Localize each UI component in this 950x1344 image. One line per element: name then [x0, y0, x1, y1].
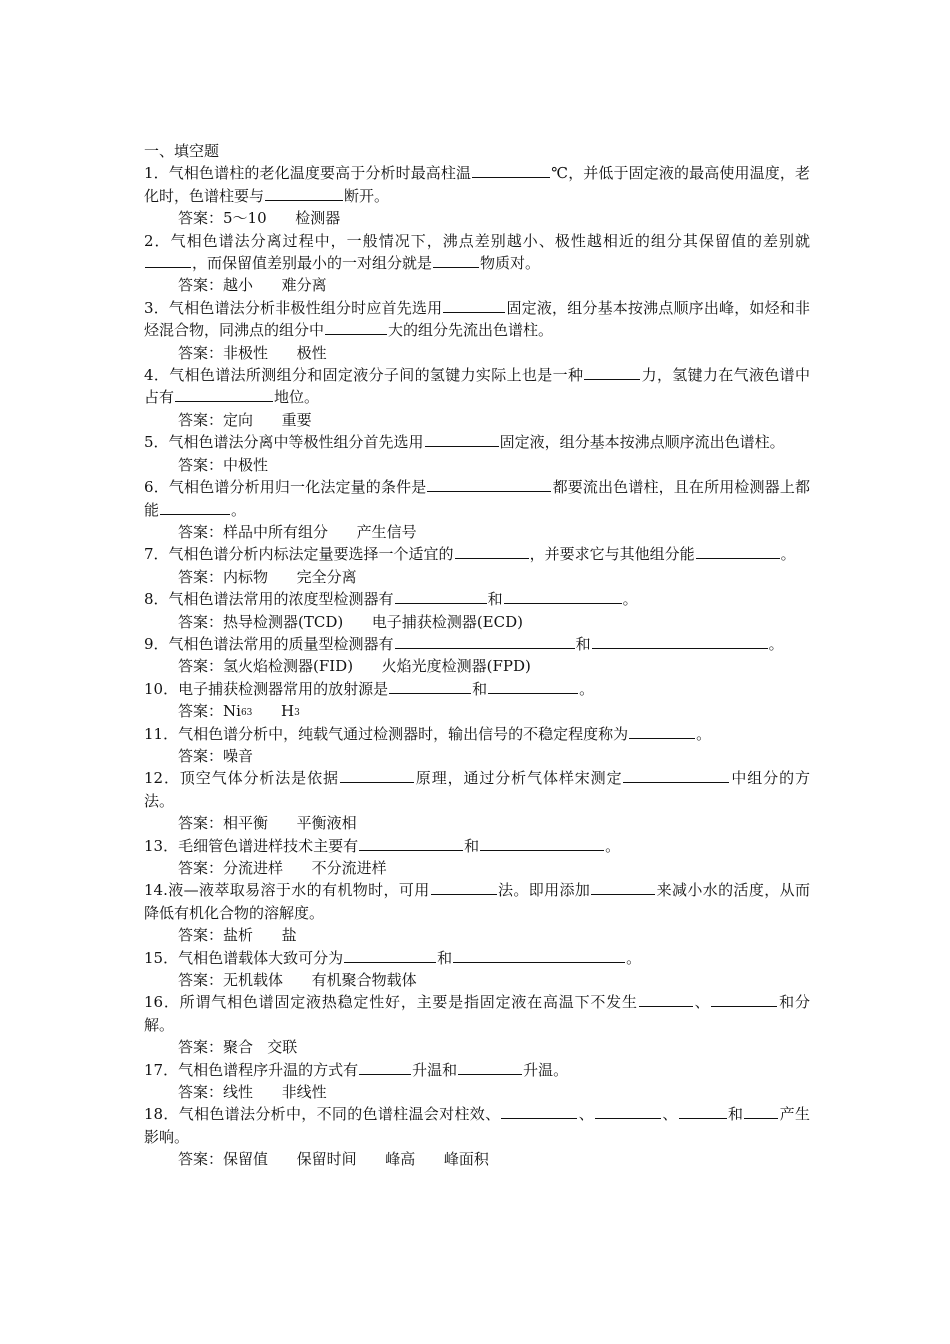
- question-text: 升温。: [523, 1060, 569, 1079]
- question-18: [144, 1103, 810, 1148]
- question-text: ．气相色谱程序升温的方式有: [163, 1060, 359, 1079]
- answer-blank[interactable]: [175, 387, 273, 402]
- question-text: ．气相色谱法所测组分和固定液分子间的氢键力实际上也是一种: [153, 366, 584, 385]
- question-number: 7: [144, 545, 154, 564]
- question-4: [144, 364, 810, 409]
- answer-blank[interactable]: [427, 477, 551, 492]
- question-5: [144, 431, 810, 453]
- answer-blank[interactable]: [623, 768, 729, 783]
- question-text: 和: [464, 836, 480, 855]
- answer-text: 答案：Ni: [178, 702, 241, 721]
- question-13: [144, 835, 810, 857]
- question-number: 9: [144, 634, 154, 653]
- question-14: [144, 879, 810, 924]
- question-number: 5: [144, 433, 154, 452]
- question-number: 18: [144, 1105, 164, 1124]
- question-number: 14: [144, 881, 164, 900]
- superscript: 3: [294, 708, 300, 719]
- question-text: 。: [231, 500, 247, 519]
- answer-blank[interactable]: [265, 186, 343, 201]
- question-text: 。: [605, 836, 621, 855]
- question-number: 1: [144, 164, 154, 183]
- answer-blank[interactable]: [344, 948, 436, 963]
- answer-line-13: 答案：分流进样 不分流进样: [178, 859, 387, 877]
- answer-blank[interactable]: [696, 544, 780, 559]
- question-number: 2: [144, 231, 154, 250]
- question-number: 11: [144, 724, 164, 743]
- question-text: 断开。: [344, 186, 390, 205]
- answer-line-16: 答案：聚合 交联: [178, 1038, 298, 1057]
- question-11: [144, 723, 810, 745]
- question-text: 都要流出色谱柱，且在所用检测器上都能: [144, 478, 810, 519]
- answer-blank[interactable]: [395, 589, 487, 604]
- question-text: 大的组分先流出色谱柱。: [388, 321, 554, 340]
- answer-blank[interactable]: [584, 365, 640, 380]
- question-text: 。: [579, 679, 595, 698]
- question-text: 、: [693, 993, 711, 1012]
- question-1: [144, 162, 810, 207]
- question-number: 17: [144, 1060, 164, 1079]
- answer-line-4: 答案：定向 重要: [178, 410, 312, 429]
- question-text: ．气相色谱法分离中等极性组分首先选用: [153, 433, 424, 452]
- question-9: [144, 633, 810, 655]
- question-8: [144, 588, 810, 610]
- question-text: ．气相色谱柱的老化温度要高于分析时最高柱温: [153, 164, 472, 183]
- question-text: ℃，并低于固定液的最高使用温度，老化时，色谱柱要与: [144, 164, 810, 205]
- question-text: 中组分的方法。: [144, 769, 810, 810]
- answer-blank[interactable]: [629, 724, 695, 739]
- question-number: 10: [144, 679, 164, 698]
- answer-blank[interactable]: [458, 1060, 522, 1075]
- question-text: 和: [437, 948, 453, 967]
- answer-blank[interactable]: [504, 589, 622, 604]
- answer-blank[interactable]: [744, 1104, 778, 1119]
- question-text: 。: [696, 724, 712, 743]
- answer-blank[interactable]: [340, 768, 414, 783]
- quiz-page: [144, 140, 810, 1171]
- question-number: 12: [144, 769, 164, 788]
- question-text: 、: [578, 1105, 595, 1124]
- question-text: 固定液，组分基本按沸点顺序出峰，如烃和非烃混合物，同沸点的组分中: [144, 298, 810, 340]
- answer-line-11: 答案：噪音: [178, 746, 254, 765]
- question-text: 固定液，组分基本按沸点顺序流出色谱柱。: [499, 433, 785, 452]
- answer-line-3: 答案：非极性 极性: [178, 343, 327, 362]
- question-text: 升温和: [412, 1060, 458, 1079]
- answer-line-17: 答案：线性 非线性: [178, 1083, 327, 1102]
- question-text: 和: [487, 590, 503, 609]
- question-text: 、: [662, 1105, 678, 1124]
- question-text: ，而保留值差别最小的一对组分就是: [192, 254, 433, 273]
- question-number: 8: [144, 590, 154, 609]
- question-text: 。: [626, 948, 642, 967]
- question-text: ．气相色谱法分析中，不同的色谱柱温会对柱效、: [163, 1105, 501, 1124]
- answer-blank[interactable]: [595, 1104, 661, 1119]
- question-2: [144, 230, 810, 275]
- superscript: 63: [240, 708, 253, 719]
- answer-blank[interactable]: [591, 880, 655, 895]
- answer-blank[interactable]: [325, 320, 387, 335]
- question-text: 来减小水的活度，从而降低有机化合物的溶解度。: [144, 881, 810, 922]
- question-text: 物质对。: [480, 254, 541, 273]
- question-text: .液—液萃取易溶于水的有机物时，可用: [163, 881, 430, 900]
- answer-blank[interactable]: [711, 992, 777, 1007]
- answer-line-8: 答案：热导检测器(TCD) 电子捕获检测器(ECD): [178, 612, 523, 631]
- question-12: [144, 767, 810, 812]
- question-text: 和: [575, 634, 591, 653]
- question-text: ，并要求它与其他组分能: [529, 545, 695, 564]
- question-list: [144, 162, 810, 1170]
- section-title: 一、填空题: [144, 142, 220, 160]
- question-text: ．气相色谱法常用的浓度型检测器有: [153, 590, 394, 609]
- answer-line-15: 答案：无机载体 有机聚合物载体: [178, 971, 417, 990]
- question-text: 。: [622, 590, 638, 609]
- answer-blank[interactable]: [472, 163, 550, 178]
- answer-blank[interactable]: [145, 253, 191, 268]
- answer-blank[interactable]: [501, 1104, 577, 1119]
- answer-blank[interactable]: [433, 253, 479, 268]
- question-text: ．电子捕获检测器常用的放射源是: [163, 679, 389, 698]
- question-text: ．气相色谱法常用的质量型检测器有: [153, 634, 394, 653]
- question-17: [144, 1059, 810, 1081]
- question-text: 法。即用添加: [497, 881, 591, 900]
- question-text: ．气相色谱分析内标法定量要选择一个适宜的: [153, 545, 454, 564]
- answer-blank[interactable]: [488, 679, 578, 694]
- question-15: [144, 947, 810, 969]
- question-text: ．气相色谱法分离过程中，一般情况下，沸点差别越小、极性越相近的组分其保留值的差别就: [153, 231, 810, 250]
- answer-line-10: [144, 700, 810, 722]
- question-text: ．顶空气体分析法是依据: [163, 769, 339, 788]
- question-number: 13: [144, 836, 164, 855]
- answer-line-5: 答案：中极性: [178, 455, 269, 474]
- question-text: 和: [472, 679, 488, 698]
- question-number: 15: [144, 948, 164, 967]
- answer-blank[interactable]: [395, 634, 575, 649]
- question-10: [144, 678, 810, 700]
- answer-blank[interactable]: [389, 679, 471, 694]
- question-text: 力，氢键力在气液色谱中占有: [144, 366, 810, 407]
- question-number: 6: [144, 478, 154, 497]
- question-text: 地位。: [274, 388, 320, 407]
- question-text: ．毛细管色谱进样技术主要有: [163, 836, 359, 855]
- answer-line-18: 答案：保留值 保留时间 峰高 峰面积: [178, 1150, 489, 1169]
- question-number: 4: [144, 366, 154, 385]
- answer-line-1: 答案：5～10 检测器: [178, 209, 341, 228]
- answer-line-2: 答案：越小 难分离: [178, 276, 327, 295]
- question-number: 16: [144, 993, 164, 1012]
- answer-blank[interactable]: [455, 544, 529, 559]
- answer-blank[interactable]: [359, 1060, 411, 1075]
- question-7: [144, 543, 810, 565]
- answer-blank[interactable]: [359, 836, 463, 851]
- answer-line-6: 答案：样品中所有组分 产生信号: [178, 522, 417, 541]
- answer-line-7: 答案：内标物 完全分离: [178, 567, 357, 586]
- question-text: 和分解。: [144, 993, 810, 1034]
- answer-blank[interactable]: [679, 1104, 727, 1119]
- answer-blank[interactable]: [425, 432, 499, 447]
- answer-blank[interactable]: [639, 992, 693, 1007]
- question-text: 和: [727, 1105, 744, 1124]
- answer-line-14: 答案：盐析 盐: [178, 926, 297, 945]
- question-number: 3: [144, 298, 154, 317]
- question-text: ．所谓气相色谱固定液热稳定性好，主要是指固定液在高温下不发生: [163, 993, 638, 1012]
- question-text: ．气相色谱载体大致可分为: [163, 948, 344, 967]
- question-text: ．气相色谱分析中，纯载气通过检测器时，输出信号的不稳定程度称为: [163, 724, 629, 743]
- answer-line-12: 答案：相平衡 平衡液相: [178, 814, 357, 833]
- question-text: ．气相色谱分析用归一化法定量的条件是: [153, 478, 427, 497]
- question-text: ．气相色谱法分析非极性组分时应首先选用: [153, 298, 443, 317]
- question-text: 。: [780, 545, 796, 564]
- question-16: [144, 991, 810, 1036]
- question-text: 原理，通过分析气体样宋测定: [414, 769, 623, 788]
- question-text: 。: [768, 634, 784, 653]
- answer-blank[interactable]: [480, 836, 604, 851]
- answer-blank[interactable]: [443, 298, 505, 313]
- answer-line-9: 答案：氢火焰检测器(FID) 火焰光度检测器(FPD): [178, 657, 531, 676]
- answer-blank[interactable]: [160, 500, 230, 515]
- answer-blank[interactable]: [431, 880, 497, 895]
- question-3: [144, 297, 810, 342]
- answer-blank[interactable]: [592, 634, 768, 649]
- question-text: 产生影响。: [144, 1105, 810, 1146]
- question-6: [144, 476, 810, 521]
- answer-blank[interactable]: [453, 948, 625, 963]
- answer-text: H: [252, 702, 295, 721]
